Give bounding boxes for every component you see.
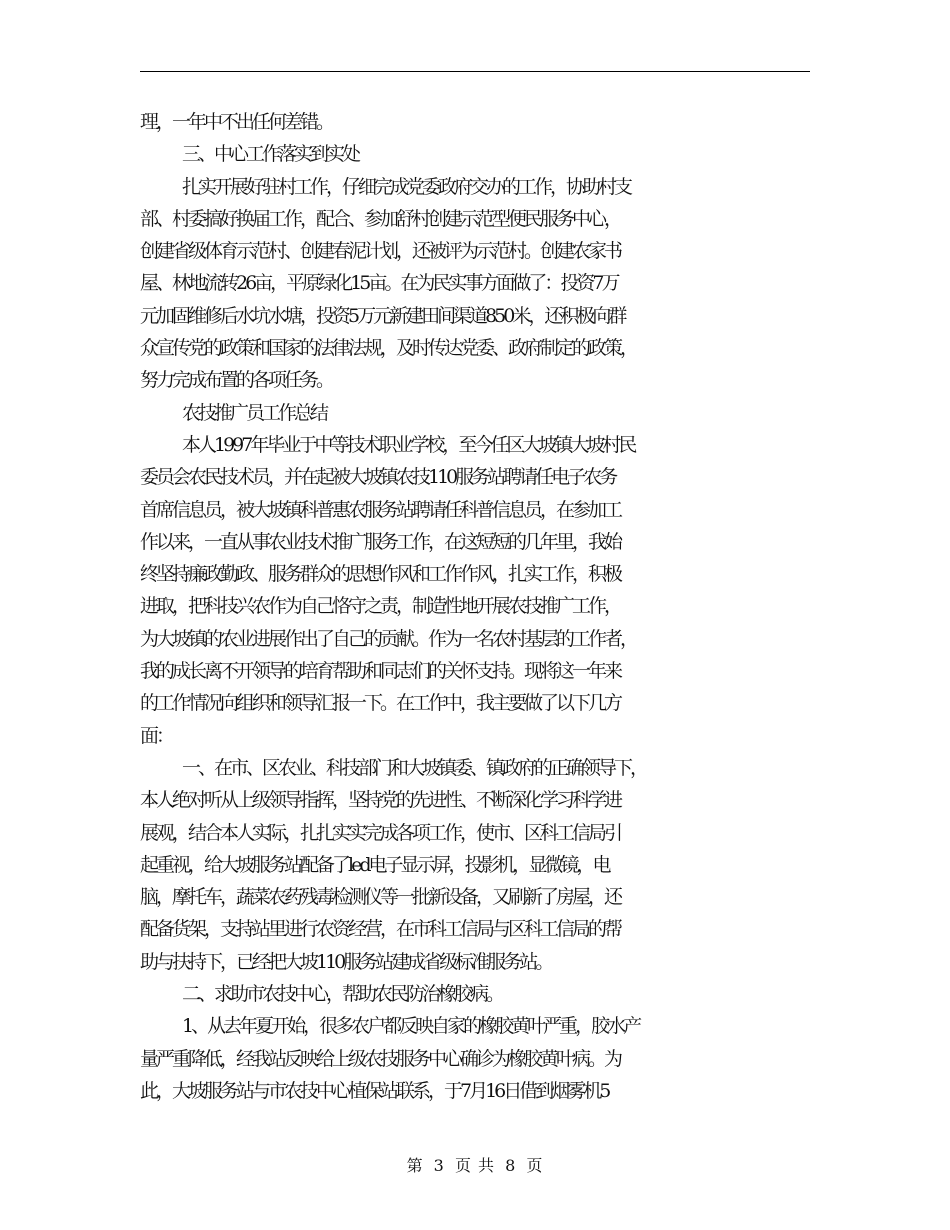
text-line: 扎实开展好驻村工作，仔细完成党委政府交办的工作，协助村支	[182, 175, 631, 198]
text-line: 量严重降低，经我站反映给上级农技服务中心确诊为橡胶黄叶病。为	[140, 1047, 621, 1070]
text-line: 助与扶持下，已经把大坡110服务站建成省级标准服务站。	[140, 950, 552, 973]
text-line: 首席信息员，被大坡镇科普惠农服务站聘请任科普信息员，在参加工	[140, 498, 621, 521]
footer-current-page: 3	[433, 1156, 445, 1175]
header-rule	[140, 71, 810, 72]
text-line: 此，大坡服务站与市农技中心植保站联系，于7月16日借到烟雾机5	[140, 1079, 609, 1102]
text-line: 农技推广员工作总结	[182, 401, 327, 424]
text-line: 理，一年中不出任何差错。	[140, 111, 333, 133]
text-line: 的工作情况向组织和领导汇报一下。在工作中，我主要做了以下几方	[140, 692, 621, 715]
footer-total-pages: 8	[505, 1156, 517, 1175]
text-line: 努力完成布置的各项任务。	[140, 369, 333, 392]
text-line: 面：	[140, 724, 173, 747]
text-line: 1、从去年夏开始，很多农户都反映自家的橡胶黄叶严重，胶水产	[182, 1015, 640, 1038]
text-line: 屋、林地流转26亩，平原绿化15亩。在为民实事方面做了：投资7万	[140, 272, 618, 295]
text-line: 为大坡镇的农业进展作出了自己的贡献。作为一名农村基层的工作者，	[140, 627, 637, 650]
text-line: 元加固维修后水坑水塘，投资5万元新建田间渠道850米，还积极向群	[140, 304, 625, 327]
text-line: 起重视，给大坡服务站配备了led电子显示屏，投影机，显微镜，电	[140, 853, 609, 876]
text-line: 三、中心工作落实到实处	[182, 143, 359, 166]
text-line: 展观，结合本人实际，扎扎实实完成各项工作，使市、区科工信局引	[140, 821, 621, 844]
text-line: 进取，把科技兴农作为自己恪守之责，制造性地开展农技推广工作，	[140, 595, 621, 618]
body-text	[140, 106, 820, 1107]
text-line: 一、在市、区农业、科技部门和大坡镇委、镇政府的正确领导下，	[182, 756, 647, 779]
text-line: 我的成长离不开领导的培育帮助和同志们的关怀支持。现将这一年来	[140, 660, 621, 683]
text-line: 配备货架，支持站里进行农资经营，在市科工信局与区科工信局的帮	[140, 918, 621, 941]
text-line: 委员会农民技术员，并在起被大坡镇农技110服务站聘请任电子农务	[140, 466, 616, 489]
text-line: 众宣传党的政策和国家的法律法规，及时传达党委、政府制定的政策，	[140, 337, 637, 360]
text-line: 创建省级体育示范村、创建春泥计划，还被评为示范村。创建农家书	[140, 240, 621, 263]
text-line: 终坚持廉政勤政、服务群众的思想作风和工作作风，扎实工作，积极	[140, 563, 621, 586]
footer-prefix: 第	[406, 1156, 424, 1175]
text-line: 本人1997年毕业于中等技术职业学校，至今任区大坡镇大坡村民	[182, 433, 635, 456]
text-line: 作以来，一直从事农业技术推广服务工作，在这短短的几年里，我始	[140, 530, 621, 553]
text-line: 二、求助市农技中心，帮助农民防治橡胶病。	[182, 983, 503, 1006]
footer-suffix: 页	[526, 1156, 544, 1175]
text-line: 部、村委搞好换届工作，配合、参加舒村创建示范型便民服务中心，	[140, 207, 621, 230]
text-line: 脑，摩托车，蔬菜农药残毒检测仪等一批新设备，又刷新了房屋，还	[140, 886, 621, 909]
text-line: 本人绝对听从上级领导指挥，坚持党的先进性、不断深化学习科学进	[140, 789, 621, 812]
page-footer	[0, 1153, 950, 1176]
footer-middle: 页 共	[454, 1156, 496, 1175]
